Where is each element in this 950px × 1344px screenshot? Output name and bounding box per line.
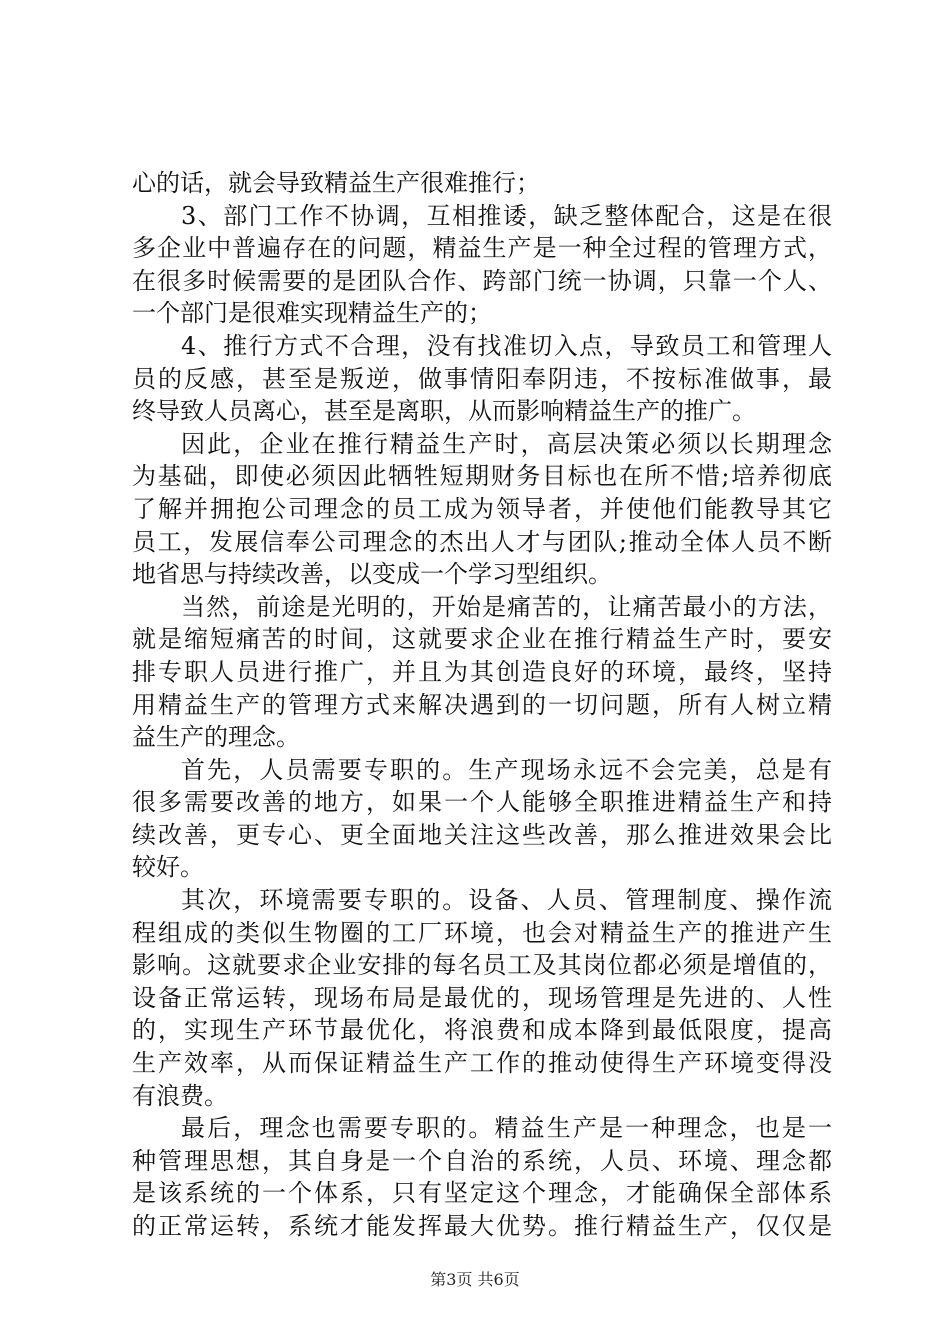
text-line: 很多需要改善的地方，如果一个人能够全职推进精益生产和持: [132, 788, 832, 817]
text-line: 设备正常运转，现场布局是最优的，现场管理是先进的、人性: [132, 983, 832, 1012]
text-line: 在很多时候需要的是团队合作、跨部门统一协调，只靠一个人、: [132, 266, 832, 295]
text-line: 益生产的理念。: [132, 723, 300, 752]
text-line: 生产效率，从而保证精益生产工作的推动使得生产环境变得没: [132, 1049, 832, 1078]
text-line: 排专职人员进行推广，并且为其创造良好的环境，最终，坚持: [132, 657, 832, 686]
text-line: 4、推行方式不合理，没有找准切入点，导致员工和管理人: [181, 331, 832, 360]
text-line: 较好。: [132, 853, 204, 882]
text-line: 种管理思想，其自身是一个自治的系统，人员、环境、理念都: [132, 1146, 832, 1175]
text-line: 员工，发展信奉公司理念的杰出人才与团队;推动全体人员不断: [132, 527, 832, 556]
text-line: 有浪费。: [132, 1081, 228, 1110]
text-line: 就是缩短痛苦的时间，这就要求企业在推行精益生产时，要安: [132, 625, 832, 654]
text-line: 为基础，即使必须因此牺牲短期财务目标也在所不惜;培养彻底: [132, 462, 832, 491]
text-line: 影响。这就要求企业安排的每名员工及其岗位都必须是增值的，: [132, 951, 832, 980]
text-line: 3、部门工作不协调，互相推诿，缺乏整体配合，这是在很: [181, 201, 832, 230]
text-line: 当然，前途是光明的，开始是痛苦的，让痛苦最小的方法，: [181, 592, 832, 621]
text-line: 一个部门是很难实现精益生产的；: [132, 299, 492, 328]
page-number-footer: 第3页 共6页: [430, 1270, 520, 1289]
text-line: 因此，企业在推行精益生产时，高层决策必须以长期理念: [181, 429, 832, 458]
text-line: 员的反感，甚至是叛逆，做事情阳奉阴违，不按标准做事，最: [132, 364, 832, 393]
text-line: 首先，人员需要专职的。生产现场永远不会完美，总是有: [181, 755, 832, 784]
text-line: 了解并拥抱公司理念的员工成为领导者，并使他们能教导其它: [132, 494, 832, 523]
text-line: 程组成的类似生物圈的工厂环境，也会对精益生产的推进产生: [132, 918, 832, 947]
text-line: 最后，理念也需要专职的。精益生产是一种理念，也是一: [181, 1114, 832, 1143]
text-line: 用精益生产的管理方式来解决遇到的一切问题，所有人树立精: [132, 690, 832, 719]
text-line: 心的话，就会导致精益生产很难推行；: [132, 169, 540, 197]
text-line: 是该系统的一个体系，只有坚定这个理念，才能确保全部体系: [132, 1179, 832, 1208]
text-line: 其次，环境需要专职的。设备、人员、管理制度、操作流: [181, 886, 832, 915]
text-line: 多企业中普遍存在的问题，精益生产是一种全过程的管理方式，: [132, 234, 832, 263]
document-body: [132, 167, 832, 1243]
text-line: 续改善，更专心、更全面地关注这些改善，那么推进效果会比: [132, 820, 832, 849]
text-line: 的，实现生产环节最优化，将浪费和成本降到最低限度，提高: [132, 1016, 832, 1045]
text-line: 地省思与持续改善，以变成一个学习型组织。: [132, 560, 612, 589]
text-line: 终导致人员离心，甚至是离职，从而影响精益生产的推广。: [132, 397, 756, 426]
text-line: 的正常运转，系统才能发挥最大优势。推行精益生产，仅仅是: [132, 1212, 832, 1240]
